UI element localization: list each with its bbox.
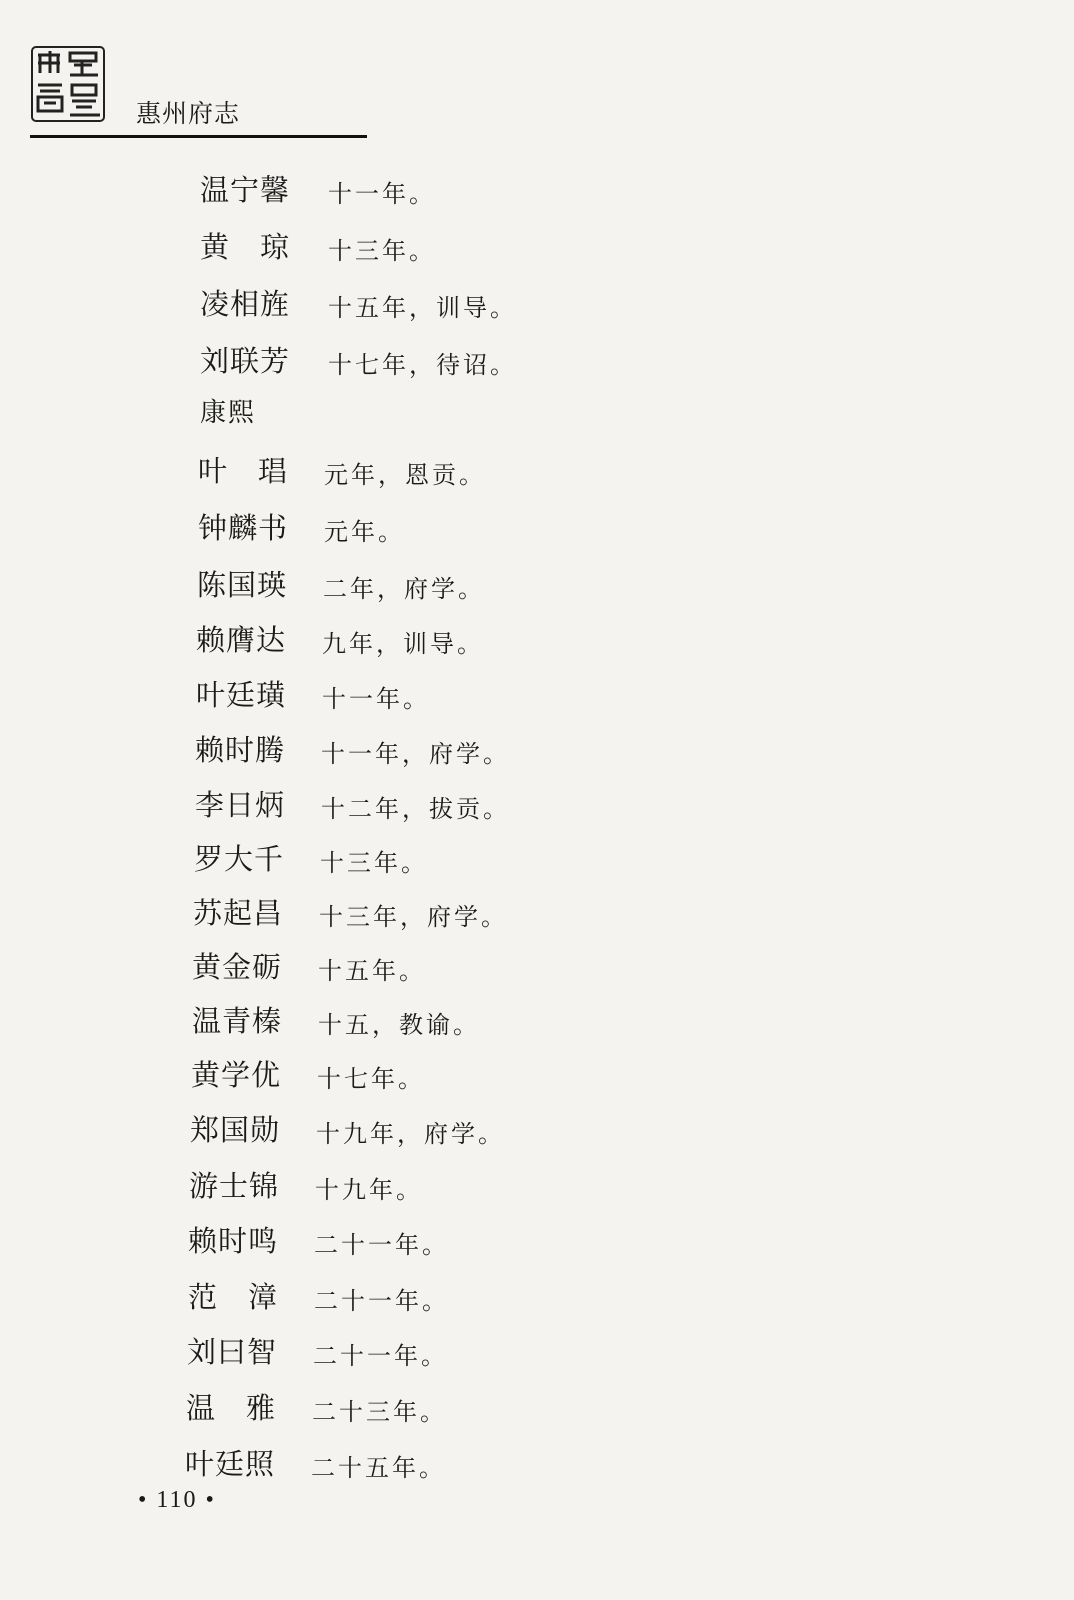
- entry-name: 叶廷照: [185, 1447, 276, 1481]
- entry-note: 十一年，府学。: [321, 740, 510, 768]
- entry-name: 苏起昌: [193, 896, 284, 930]
- entry-note: 十七年。: [317, 1065, 425, 1093]
- entry-note: 十二年，拔贡。: [321, 795, 510, 823]
- entry-note: 十九年，府学。: [316, 1120, 505, 1148]
- entry-note: 九年，训导。: [322, 630, 484, 658]
- entry-note: 十一年。: [328, 180, 436, 208]
- seal-stamp-icon: [30, 45, 106, 123]
- entry-name: 凌相旌: [200, 287, 291, 321]
- entry-note: 十三年。: [328, 237, 436, 265]
- entry-name: 温青榛: [192, 1004, 283, 1038]
- entry-note: 十一年。: [322, 685, 430, 713]
- entry-name: 罗大千: [194, 842, 285, 876]
- entry-name: 叶 琩: [198, 454, 289, 488]
- page-number: • 110 •: [138, 1487, 216, 1513]
- entry-note: 元年。: [324, 518, 405, 546]
- entry-name: 赖时鸣: [188, 1224, 279, 1258]
- entry-name: 范 漳: [188, 1280, 279, 1314]
- entry-name: 温 雅: [186, 1391, 277, 1425]
- entry-name: 黄 琼: [200, 230, 291, 264]
- entry-note: 十五，教谕。: [318, 1011, 480, 1039]
- entry-name: 游士锦: [189, 1169, 280, 1203]
- entry-note: 二十三年。: [312, 1398, 447, 1426]
- entry-note: 十五年。: [318, 957, 426, 985]
- entry-note: 十五年，训导。: [328, 294, 517, 322]
- entry-note: 二十一年。: [314, 1231, 449, 1259]
- entry-name: 赖时腾: [195, 733, 286, 767]
- entry-note: 二年，府学。: [323, 575, 485, 603]
- entry-note: 十七年，待诏。: [328, 351, 517, 379]
- entry-note: 二十一年。: [313, 1342, 448, 1370]
- entry-name: 赖膺达: [196, 623, 287, 657]
- page-title: 惠州府志: [136, 99, 241, 128]
- entry-name: 温宁馨: [200, 173, 291, 207]
- entry-name: 刘联芳: [200, 344, 291, 378]
- entry-name: 李日炳: [195, 788, 286, 822]
- entry-name: 陈国瑛: [197, 568, 288, 602]
- entry-note: 十九年。: [315, 1176, 423, 1204]
- entry-note: 十三年，府学。: [319, 903, 508, 931]
- entry-note: 二十一年。: [314, 1287, 449, 1315]
- entry-name: 钟麟书: [198, 511, 289, 545]
- entry-name: 叶廷璜: [196, 678, 287, 712]
- section-heading: 康熙: [200, 398, 257, 428]
- entry-note: 元年，恩贡。: [324, 461, 486, 489]
- header-divider: [30, 135, 367, 138]
- entry-note: 十三年。: [320, 849, 428, 877]
- entry-name: 黄学优: [191, 1058, 282, 1092]
- entry-name: 黄金砺: [192, 950, 283, 984]
- entry-name: 刘曰智: [187, 1335, 278, 1369]
- entry-name: 郑国勋: [190, 1113, 281, 1147]
- entry-note: 二十五年。: [311, 1454, 446, 1482]
